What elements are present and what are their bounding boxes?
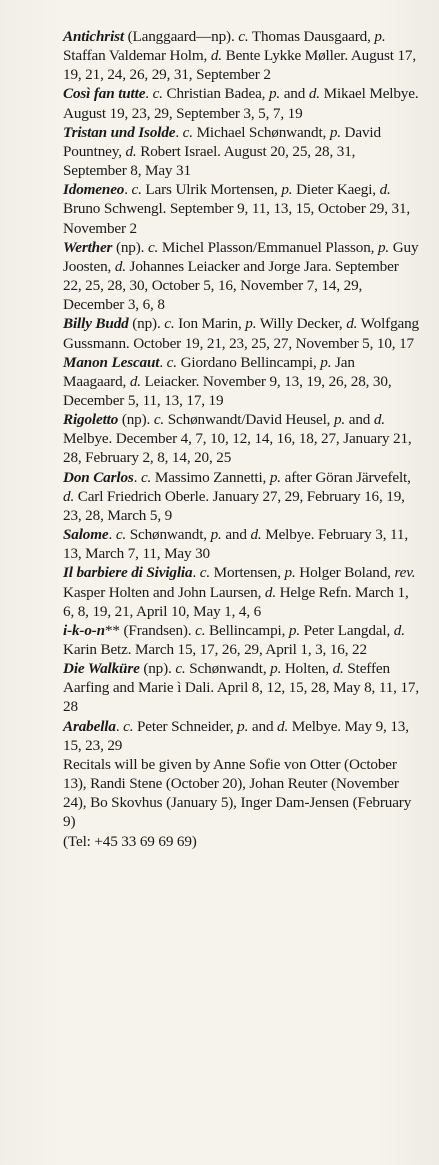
opera-details: (Langgaard—np). c. Thomas Dausgaard, p. Staffan Valdemar Holm, d. Bente Lykke Møller. August 17, 19, 21, 24, 26, 29, 31, September 2	[63, 28, 416, 84]
listing-entry-arabella	[63, 717, 419, 755]
role-abbreviation: p.	[210, 526, 222, 544]
opera-details: . c. Christian Badea, p. and d. Mikael Melbye. August 19, 23, 29, September 3, 5, 7, 19	[63, 85, 419, 122]
listing-entry-salome	[63, 525, 419, 563]
role-abbreviation: p.	[329, 123, 341, 141]
listing-entry-tristan-und-isolde	[63, 123, 419, 180]
role-abbreviation: d.	[379, 181, 391, 199]
listing-entry-cosi-fan-tutte	[63, 84, 419, 122]
recitals-note: Recitals will be given by Anne Sofie von Otter (October 13), Randi Stene (October 20), Johan Reuter (November 24), Bo Skovhus (January 5), Inger Dam-Jensen (February 9)	[63, 755, 412, 831]
role-abbreviation: rev.	[394, 564, 416, 582]
opera-details: (np). c. Michel Plasson/Emmanuel Plasson, p. Guy Joosten, d. Johannes Leiacker and Jorge Jara. September 22, 25, 28, 30, October 5, 16, November 7, 14, 29, December 3, 6, 8	[63, 238, 419, 314]
role-abbreviation: d.	[210, 47, 222, 65]
listing-column	[63, 27, 419, 851]
telephone-number: (Tel: +45 33 69 69 69)	[63, 832, 197, 850]
role-abbreviation: p.	[284, 564, 296, 582]
role-abbreviation: c.	[140, 468, 152, 486]
role-abbreviation: c.	[147, 238, 159, 256]
listing-entry-werther	[63, 238, 419, 315]
role-abbreviation: p.	[377, 238, 390, 256]
opera-details: (np). c. Schønwandt/David Heusel, p. and d. Melbye. December 4, 7, 10, 12, 14, 16, 18, 27, January 21, 28, February 2, 8, 14, 20, 25	[63, 411, 412, 467]
opera-details: . c. Schønwandt, p. and d. Melbye. February 3, 11, 13, March 7, 11, May 30	[63, 526, 408, 563]
role-abbreviation: p.	[270, 660, 282, 678]
role-abbreviation: d.	[114, 257, 126, 275]
opera-details: . c. Michael Schønwandt, p. David Pountney, d. Robert Israel. August 20, 25, 28, 31, September 8, May 31	[63, 123, 381, 180]
opera-title: Manon Lescaut	[63, 353, 160, 371]
listing-entry-die-walkure	[63, 659, 419, 716]
role-abbreviation: p.	[320, 353, 332, 371]
role-abbreviation: p.	[288, 621, 300, 639]
role-abbreviation: d.	[277, 717, 289, 735]
role-abbreviation: c.	[131, 181, 142, 199]
listing-entry-i-k-o-n	[63, 621, 419, 659]
role-abbreviation: c.	[238, 28, 249, 45]
role-abbreviation: c.	[153, 411, 165, 429]
role-abbreviation: p.	[237, 717, 249, 735]
opera-title: Arabella	[63, 717, 116, 735]
opera-title: Tristan und Isolde	[63, 123, 176, 141]
role-abbreviation: d.	[129, 372, 141, 390]
role-abbreviation: c.	[152, 85, 163, 103]
listing-entry-rigoletto	[63, 410, 419, 467]
role-abbreviation: d.	[373, 411, 385, 429]
opera-details: . c. Massimo Zannetti, p. after Göran Järvefelt, d. Carl Friedrich Oberle. January 27, 29, February 16, 19, 23, 28, March 5, 9	[63, 468, 411, 524]
role-abbreviation: c.	[195, 621, 206, 639]
opera-title: Billy Budd	[63, 315, 129, 333]
opera-details: ** (Frandsen). c. Bellincampi, p. Peter Langdal, d. Karin Betz. March 15, 17, 26, 29, April 1, 3, 16, 22	[63, 621, 405, 658]
role-abbreviation: p.	[245, 315, 257, 333]
role-abbreviation: c.	[164, 315, 175, 333]
role-abbreviation: d.	[63, 487, 75, 505]
role-abbreviation: p.	[269, 468, 281, 486]
listing-entry-manon-lescaut	[63, 353, 419, 410]
listing-entry-billy-budd	[63, 314, 419, 352]
opera-details: . c. Mortensen, p. Holger Boland, rev. Kasper Holten and John Laursen, d. Helge Refn. March 1, 6, 8, 19, 21, April 10, May 1, 4, 6	[63, 564, 416, 620]
listing-entry-don-carlos	[63, 468, 419, 525]
opera-details: (np). c. Schønwandt, p. Holten, d. Steffen Aarfing and Marie ì Dali. April 8, 12, 15, 28, May 8, 11, 17, 28	[63, 660, 419, 716]
opera-title: Salome	[63, 526, 109, 544]
role-abbreviation: c.	[123, 717, 134, 735]
opera-title: i-k-o-n	[63, 621, 105, 639]
role-abbreviation: p.	[281, 181, 293, 199]
role-abbreviation: c.	[182, 123, 193, 141]
role-abbreviation: d.	[125, 142, 137, 160]
opera-details: . c. Giordano Bellincampi, p. Jan Maagaard, d. Leiacker. November 9, 13, 19, 26, 28, 30, December 5, 11, 13, 17, 19	[63, 353, 392, 409]
opera-title: Il barbiere di Siviglia	[63, 564, 193, 582]
role-abbreviation: d.	[393, 621, 405, 639]
role-abbreviation: c.	[166, 353, 177, 371]
opera-title: Così fan tutte	[63, 85, 146, 103]
role-abbreviation: d.	[264, 583, 276, 601]
role-abbreviation: d.	[250, 526, 262, 544]
role-abbreviation: d.	[308, 85, 320, 103]
role-abbreviation: p.	[333, 411, 346, 429]
opera-details: . c. Lars Ulrik Mortensen, p. Dieter Kaegi, d. Bruno Schwengl. September 9, 11, 13, 15, October 29, 31, November 2	[63, 181, 411, 237]
opera-title: Antichrist	[63, 28, 124, 45]
role-abbreviation: d.	[346, 315, 358, 333]
role-abbreviation: c.	[199, 564, 210, 582]
opera-title: Don Carlos	[63, 468, 134, 486]
role-abbreviation: c.	[115, 526, 127, 544]
opera-title: Werther	[63, 238, 113, 256]
listing-entry-idomeneo	[63, 180, 419, 237]
role-abbreviation: d.	[332, 660, 344, 678]
opera-details: . c. Peter Schneider, p. and d. Melbye. May 9, 13, 15, 23, 29	[63, 717, 409, 754]
opera-details: (np). c. Ion Marin, p. Willy Decker, d. Wolfgang Gussmann. October 19, 21, 23, 25, 27, November 5, 10, 17	[63, 315, 419, 352]
listing-entry-antichrist	[63, 27, 419, 84]
opera-title: Rigoletto	[63, 411, 119, 429]
role-abbreviation: p.	[374, 28, 386, 45]
opera-title: Die Walküre	[63, 660, 140, 678]
opera-title: Idomeneo	[63, 181, 125, 199]
role-abbreviation: c.	[175, 660, 186, 678]
listing-entry-il-barbiere-di-siviglia	[63, 563, 419, 620]
role-abbreviation: p.	[268, 85, 281, 103]
